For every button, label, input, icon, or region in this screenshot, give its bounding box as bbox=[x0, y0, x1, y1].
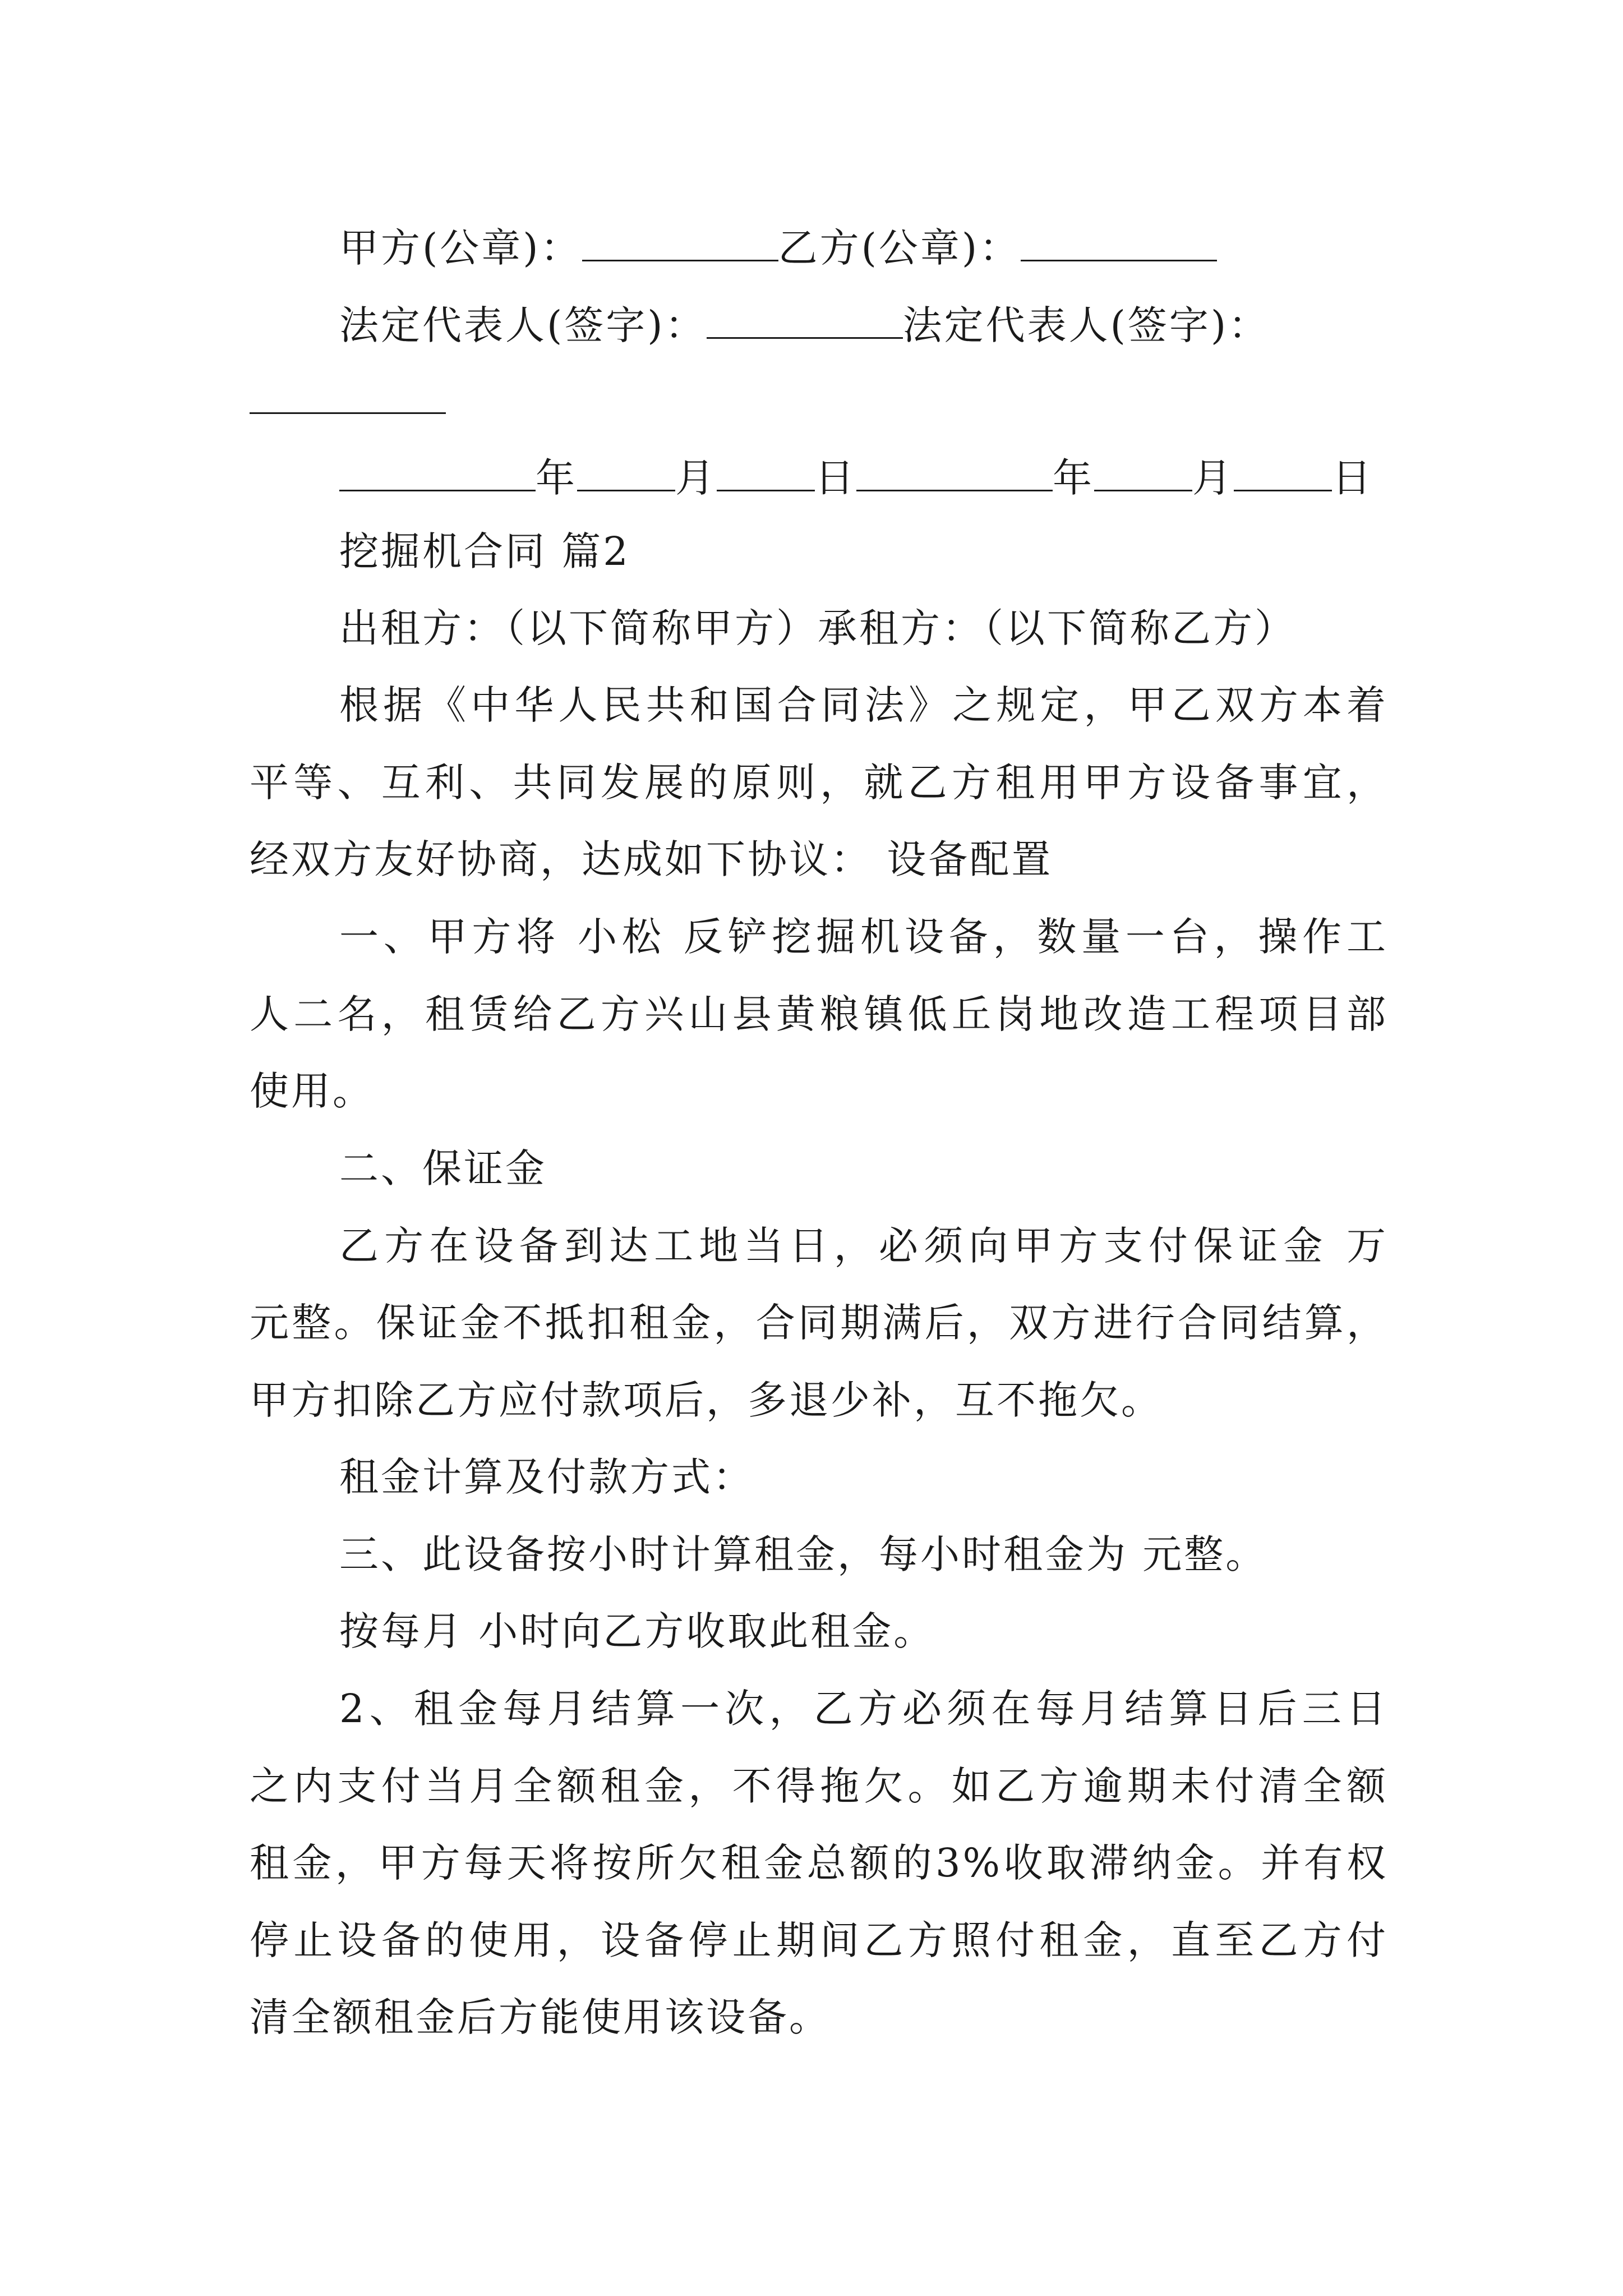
body-line: 甲方扣除乙方应付款项后，多退少补，互不拖欠。 bbox=[250, 1377, 1163, 1423]
body-line: 一、甲方将 小松 反铲挖掘机设备，数量一台，操作工 bbox=[339, 914, 1388, 960]
party-b-day-label: 日 bbox=[1332, 455, 1373, 501]
party-a-day-blank bbox=[717, 454, 815, 491]
party-a-seal-blank bbox=[582, 224, 778, 261]
party-a-day-label: 日 bbox=[815, 455, 856, 501]
party-b-year-blank bbox=[856, 454, 1053, 491]
party-b-year-label: 年 bbox=[1053, 455, 1094, 501]
body-line: 之内支付当月全额租金，不得拖欠。如乙方逾期未付清全额 bbox=[250, 1763, 1388, 1809]
party-a-seal-label: 甲方(公章)： bbox=[339, 225, 582, 271]
body-line: 2、租金每月结算一次，乙方必须在每月结算日后三日 bbox=[339, 1686, 1388, 1732]
party-b-seal-blank bbox=[1021, 224, 1217, 261]
party-b-day-blank bbox=[1234, 454, 1332, 491]
body-line: 使用。 bbox=[250, 1068, 374, 1114]
section-heading: 挖掘机合同 篇2 bbox=[339, 528, 630, 574]
body-line: 租金计算及付款方式： bbox=[339, 1454, 754, 1500]
party-a-rep-blank bbox=[707, 302, 903, 339]
party-b-rep-blank bbox=[250, 377, 446, 414]
body-line: 平等、互利、共同发展的原则，就乙方租用甲方设备事宜， bbox=[250, 760, 1388, 806]
body-line: 乙方在设备到达工地当日，必须向甲方支付保证金 万 bbox=[339, 1223, 1388, 1269]
party-a-month-blank bbox=[577, 454, 675, 491]
party-a-rep-label: 法定代表人(签字)： bbox=[339, 302, 707, 348]
body-line: 租金，甲方每天将按所欠租金总额的3%收取滞纳金。并有权 bbox=[250, 1840, 1388, 1886]
party-b-month-label: 月 bbox=[1192, 455, 1234, 501]
party-a-year-blank bbox=[339, 454, 536, 491]
party-b-seal-label: 乙方(公章)： bbox=[778, 225, 1021, 271]
body-line: 按每月 小时向乙方收取此租金。 bbox=[339, 1608, 935, 1654]
body-line: 清全额租金后方能使用该设备。 bbox=[250, 1994, 831, 2040]
body-line: 根据《中华人民共和国合同法》之规定，甲乙双方本着 bbox=[339, 682, 1388, 728]
body-line: 元整。保证金不抵扣租金，合同期满后，双方进行合同结算， bbox=[250, 1300, 1388, 1346]
representative-line bbox=[339, 302, 1388, 348]
representative-blank-line bbox=[250, 377, 1388, 420]
party-b-month-blank bbox=[1094, 454, 1192, 491]
date-line bbox=[339, 454, 1388, 501]
body-line: 经双方友好协商，达成如下协议： 设备配置 bbox=[250, 836, 1053, 882]
body-line: 停止设备的使用，设备停止期间乙方照付租金，直至乙方付 bbox=[250, 1917, 1388, 1963]
parties-line: 出租方：（以下简称甲方）承租方：（以下简称乙方） bbox=[339, 605, 1296, 651]
body-line: 三、此设备按小时计算租金，每小时租金为 元整。 bbox=[339, 1531, 1267, 1577]
seal-line bbox=[339, 224, 1388, 271]
body-line: 二、保证金 bbox=[339, 1145, 547, 1191]
party-b-rep-label: 法定代表人(签字)： bbox=[902, 302, 1270, 348]
body-line: 人二名，租赁给乙方兴山县黄粮镇低丘岗地改造工程项目部 bbox=[250, 991, 1388, 1037]
party-a-month-label: 月 bbox=[675, 455, 717, 501]
party-a-year-label: 年 bbox=[536, 455, 577, 501]
